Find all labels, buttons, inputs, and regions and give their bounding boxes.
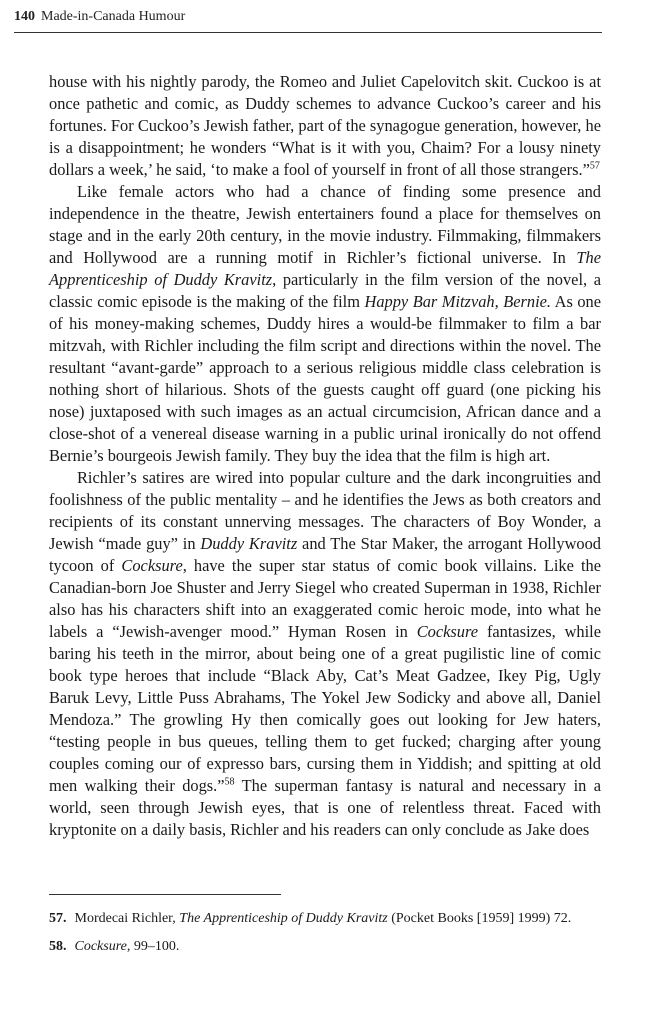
running-head [14,8,602,26]
footnote-number: 58. [49,939,67,954]
paragraph-text: , particularly in the film version of the novel, a classic comic episode is the making of the film [49,270,601,311]
paragraph-text: , have the super star status of comic book villains. Like the Canadian-born Joe Shuster and Jerry Siegel who created Superman in 1938, Richler also has his characters shift into an exaggerated comic heroic mode, into what he labels a “Jewish-avenger mood.” Hyman Rosen in [49,556,601,641]
paragraph-2 [49,181,601,467]
footnote-text: (Pocket Books [1959] 1999) 72. [387,911,572,926]
book-title: Duddy Kravitz [200,534,298,553]
footnote-number: 57. [49,911,67,926]
paragraph-text: Like female actors who had a chance of finding some presence and independence in the theatre, Jewish entertainers found a place for themselves on stage and in the early 20th century, in the movie industry. Filmmaking, filmmakers and Hollywood are a running motif in Richler’s fictional universe. In [49,182,601,267]
page-number: 140 [14,9,35,24]
footnote-57 [49,909,609,929]
paragraph-1 [49,71,601,181]
paragraph-text: and The Star Maker, the arrogant Hollywood tycoon of [49,534,601,575]
footnotes [49,909,609,965]
footnote-58 [49,937,609,957]
book-title: The Apprenticeship of Duddy Kravitz [179,911,388,926]
footnote-ref-57[interactable]: 57 [589,160,600,172]
paragraph-text: fantasizes, while baring his teeth in the mirror, about being one of a great pugilistic line of comic book type heroes that include “Black Aby, Cat’s Meat Gadzee, Ikey Pig, Ugly Baruk Levy, Little Puss Abrahams, The Yokel Jew Sodicky and above all, Daniel Mendoza.” The growling Hy then comically goes out looking for Jew haters, “testing people in bus queues, telling them to get fucked; charging after young couples coming our of expresso bars, cursing them in Yiddish; and spitting at old men walking their dogs.” [49,622,601,795]
footnote-rule [49,894,281,895]
film-title: Happy Bar Mitzvah, Bernie. [364,292,551,311]
paragraph-text: As one of his money-making schemes, Duddy hires a would-be filmmaker to film a bar mitzvah, with Richler including the film script and directions within the novel. The resultant “avant-garde” approach to a serious religious middle class celebration is nothing short of hilarious. Shots of the guests caught off guard (one picking his nose) juxtaposed with such images as an actual circumcision, African dance and a close-shot of a venereal disease warning in a public urinal ironically do not offend Bernie’s bourgeois Jewish family. They buy the idea that the film is high art. [49,292,601,465]
book-title: Cocksure [121,556,183,575]
paragraph-text: Richler’s satires are wired into popular culture and the dark incongruities and foolishness of the public mentality – and he identifies the Jews as both creators and recipients of its constant unnerving messages. The characters of Boy Wonder, a Jewish “made guy” in [49,468,601,553]
footnote-text: , 99–100. [126,939,180,954]
running-title: Made-in-Canada Humour [41,9,186,24]
paragraph-3 [49,467,601,841]
book-title: The Apprenticeship of Duddy Kravitz [49,248,601,289]
footnote-text: Mordecai Richler, [74,911,180,926]
footnote-ref-58[interactable]: 58 [224,776,235,788]
book-title: Cocksure [74,939,127,954]
book-title: Cocksure [416,622,479,641]
header-rule [14,32,602,33]
paragraph-text: The superman fantasy is natural and necessary in a world, seen through Jewish eyes, that is one of relentless threat. Faced with kryptonite on a daily basis, Richler and his readers can only conclude as Jake does [49,776,601,839]
paragraph-text: house with his nightly parody, the Romeo and Juliet Capelovitch skit. Cuckoo is at once pathetic and comic, as Duddy schemes to advance Cuckoo’s career and his fortunes. For Cuckoo’s Jewish father, part of the synagogue generation, however, he is a disappointment; he wonders “What is it with you, Chaim? For a lousy ninety dollars a week,’ he said, ‘to make a fool of yourself in front of all those strangers.” [49,72,601,179]
body-text [49,71,601,841]
